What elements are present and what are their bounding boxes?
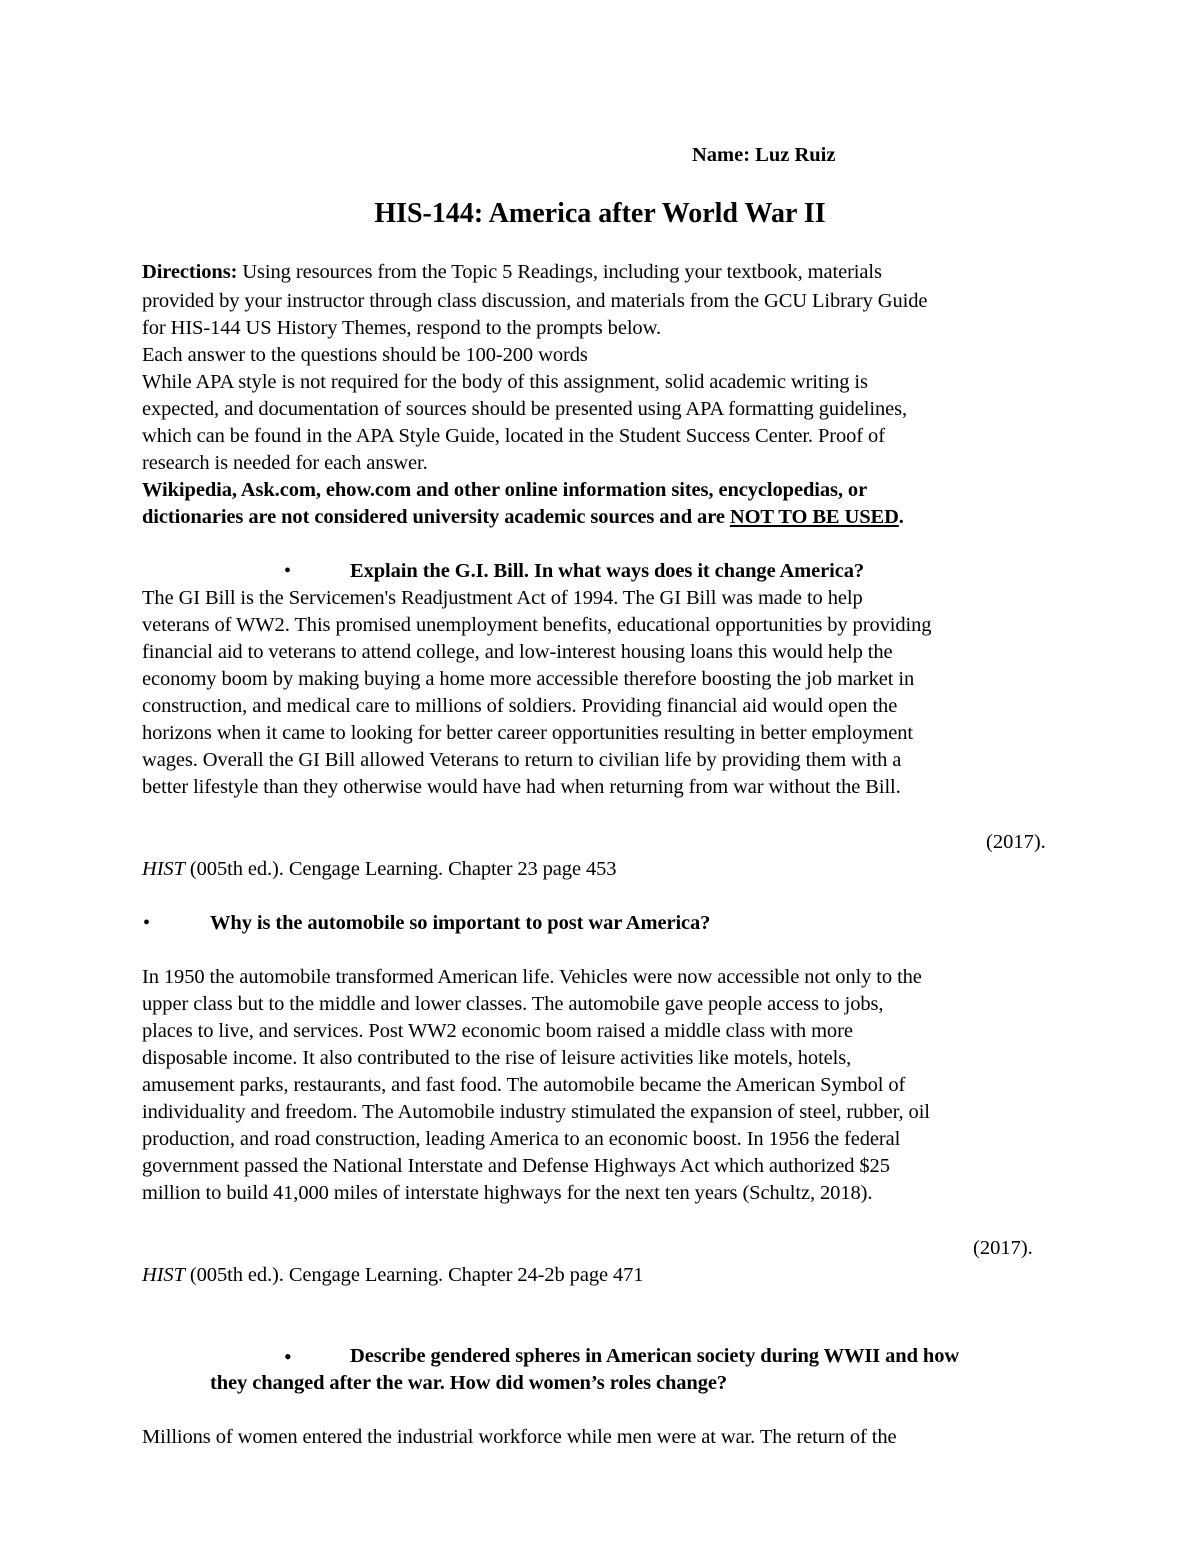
sources-warning-period: .	[898, 506, 904, 528]
answer-2-line: In 1950 the automobile transformed American life. Vehicles were now accessible not only to the	[142, 966, 922, 988]
directions-line-5: While APA style is not required for the body of this assignment, solid academic writing is	[142, 371, 868, 393]
bullet-icon: •	[143, 912, 151, 934]
directions-line-2: provided by your instructor through class discussion, and materials from the GCU Library Guide	[142, 290, 928, 312]
answer-2-line: places to live, and services. Post WW2 economic boom raised a middle class with more	[142, 1020, 853, 1042]
directions-label: Directions:	[142, 261, 238, 283]
answer-2-line: million to build 41,000 miles of interstate highways for the next ten years (Schultz, 2018).	[142, 1182, 873, 1204]
citation-2-details: (005th ed.). Cengage Learning. Chapter 24-2b page 471	[184, 1264, 644, 1286]
answer-2-line: government passed the National Interstate and Defense Highways Act which authorized $25	[142, 1155, 890, 1177]
citation-1-year: (2017).	[986, 831, 1046, 853]
page-title: HIS-144: America after World War II	[374, 198, 826, 229]
answer-1-line: better lifestyle than they otherwise would have had when returning from war without the Bill.	[142, 776, 901, 798]
not-to-be-used-text: NOT TO BE USED	[729, 506, 899, 528]
sources-warning-line-1: Wikipedia, Ask.com, ehow.com and other online information sites, encyclopedias, or	[142, 479, 868, 501]
answer-2-line: production, and road construction, leading America to an economic boost. In 1956 the federal	[142, 1128, 901, 1150]
question-1-prompt: Explain the G.I. Bill. In what ways does it change America?	[350, 560, 865, 582]
sources-warning-text: dictionaries are not considered university academic sources and are	[142, 506, 730, 528]
citation-1	[142, 856, 616, 883]
question-3-prompt-line-1: Describe gendered spheres in American society during WWII and how	[350, 1345, 960, 1367]
directions-line-3: for HIS-144 US History Themes, respond to the prompts below.	[142, 317, 661, 339]
citation-2-title: HIST	[142, 1264, 185, 1286]
citation-2	[142, 1262, 643, 1289]
directions-line-1	[142, 259, 882, 286]
directions-line-4: Each answer to the questions should be 100-200 words	[142, 344, 588, 366]
answer-1-line: construction, and medical care to millions of soldiers. Providing financial aid would open the	[142, 695, 898, 717]
directions-line-6: expected, and documentation of sources should be presented using APA formatting guidelines,	[142, 398, 908, 420]
answer-2-line: disposable income. It also contributed to the rise of leisure activities like motels, hotels,	[142, 1047, 852, 1069]
answer-1-line: financial aid to veterans to attend college, and low-interest housing loans this would help the	[142, 641, 893, 663]
question-2-prompt: Why is the automobile so important to post war America?	[210, 912, 711, 934]
directions-line-8: research is needed for each answer.	[142, 452, 428, 474]
directions-text: Using resources from the Topic 5 Readings, including your textbook, materials	[237, 261, 882, 283]
answer-1-line: The GI Bill is the Servicemen's Readjustment Act of 1994. The GI Bill was made to help	[142, 587, 863, 609]
citation-1-details: (005th ed.). Cengage Learning. Chapter 23 page 453	[184, 858, 617, 880]
student-name: Name: Luz Ruiz	[692, 144, 836, 166]
question-3-prompt-line-2: they changed after the war. How did women’s roles change?	[210, 1372, 728, 1394]
answer-3-line: Millions of women entered the industrial workforce while men were at war. The return of the	[142, 1426, 897, 1448]
answer-2-line: amusement parks, restaurants, and fast food. The automobile became the American Symbol of	[142, 1074, 906, 1096]
answer-1-line: horizons when it came to looking for better career opportunities resulting in better employment	[142, 722, 913, 744]
sources-warning-line-2	[142, 504, 904, 531]
bullet-icon: •	[284, 1344, 292, 1369]
answer-2-line: upper class but to the middle and lower classes. The automobile gave people access to jobs,	[142, 993, 884, 1015]
citation-1-title: HIST	[142, 858, 185, 880]
answer-1-line: economy boom by making buying a home more accessible therefore boosting the job market in	[142, 668, 915, 690]
bullet-icon: •	[284, 560, 292, 582]
citation-2-year: (2017).	[973, 1237, 1033, 1259]
answer-2-line: individuality and freedom. The Automobile industry stimulated the expansion of steel, rubber, oil	[142, 1101, 930, 1123]
directions-line-7: which can be found in the APA Style Guide, located in the Student Success Center. Proof of	[142, 425, 885, 447]
answer-1-line: wages. Overall the GI Bill allowed Veterans to return to civilian life by providing them with a	[142, 749, 902, 771]
answer-1-line: veterans of WW2. This promised unemployment benefits, educational opportunities by providing	[142, 614, 932, 636]
